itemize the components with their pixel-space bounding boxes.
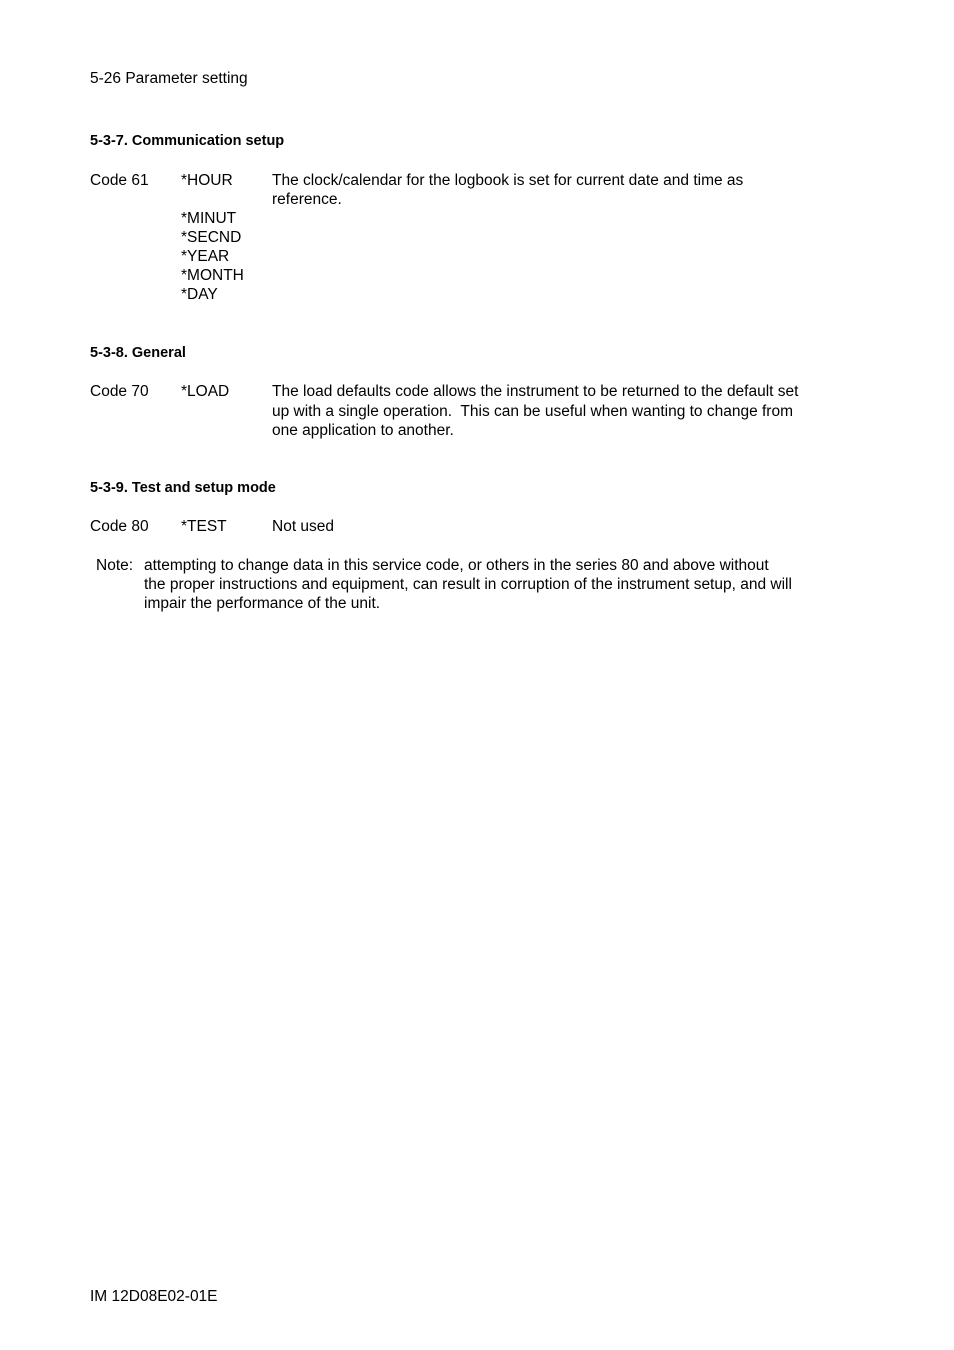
param-test: *TEST	[181, 518, 227, 535]
note-label: Note:	[96, 557, 134, 574]
section-title-general: 5-3-8. General	[90, 345, 186, 361]
code-70-description-line-1: The load defaults code allows the instrument to be returned to the default set	[272, 383, 799, 400]
code-61-description-line-2: reference.	[272, 191, 342, 208]
code-80-label: Code 80	[90, 518, 149, 535]
param-secnd: *SECND	[181, 229, 242, 246]
param-month: *MONTH	[181, 267, 244, 284]
param-hour: *HOUR	[181, 172, 233, 189]
code-70-description-line-2: up with a single operation. This can be useful when wanting to change from	[272, 403, 794, 420]
code-61-label: Code 61	[90, 172, 149, 189]
param-day: *DAY	[181, 286, 218, 303]
section-title-test-and-setup-mode: 5-3-9. Test and setup mode	[90, 480, 276, 496]
code-70-description-line-3: one application to another.	[272, 422, 454, 439]
code-61-description-line-1: The clock/calendar for the logbook is set for current date and time as	[272, 172, 744, 189]
note-line-3: impair the performance of the unit.	[144, 595, 381, 612]
param-year: *YEAR	[181, 248, 230, 265]
note-line-1: attempting to change data in this service code, or others in the series 80 and above without	[144, 557, 769, 574]
code-80-description: Not used	[272, 518, 335, 535]
page-footer: IM 12D08E02-01E	[90, 1288, 218, 1305]
page-header: 5-26 Parameter setting	[90, 70, 248, 87]
note-line-2: the proper instructions and equipment, can result in corruption of the instrument setup, and will	[144, 576, 792, 593]
param-minut: *MINUT	[181, 210, 237, 227]
param-load: *LOAD	[181, 383, 230, 400]
code-70-label: Code 70	[90, 383, 149, 400]
section-title-communication-setup: 5-3-7. Communication setup	[90, 133, 285, 149]
